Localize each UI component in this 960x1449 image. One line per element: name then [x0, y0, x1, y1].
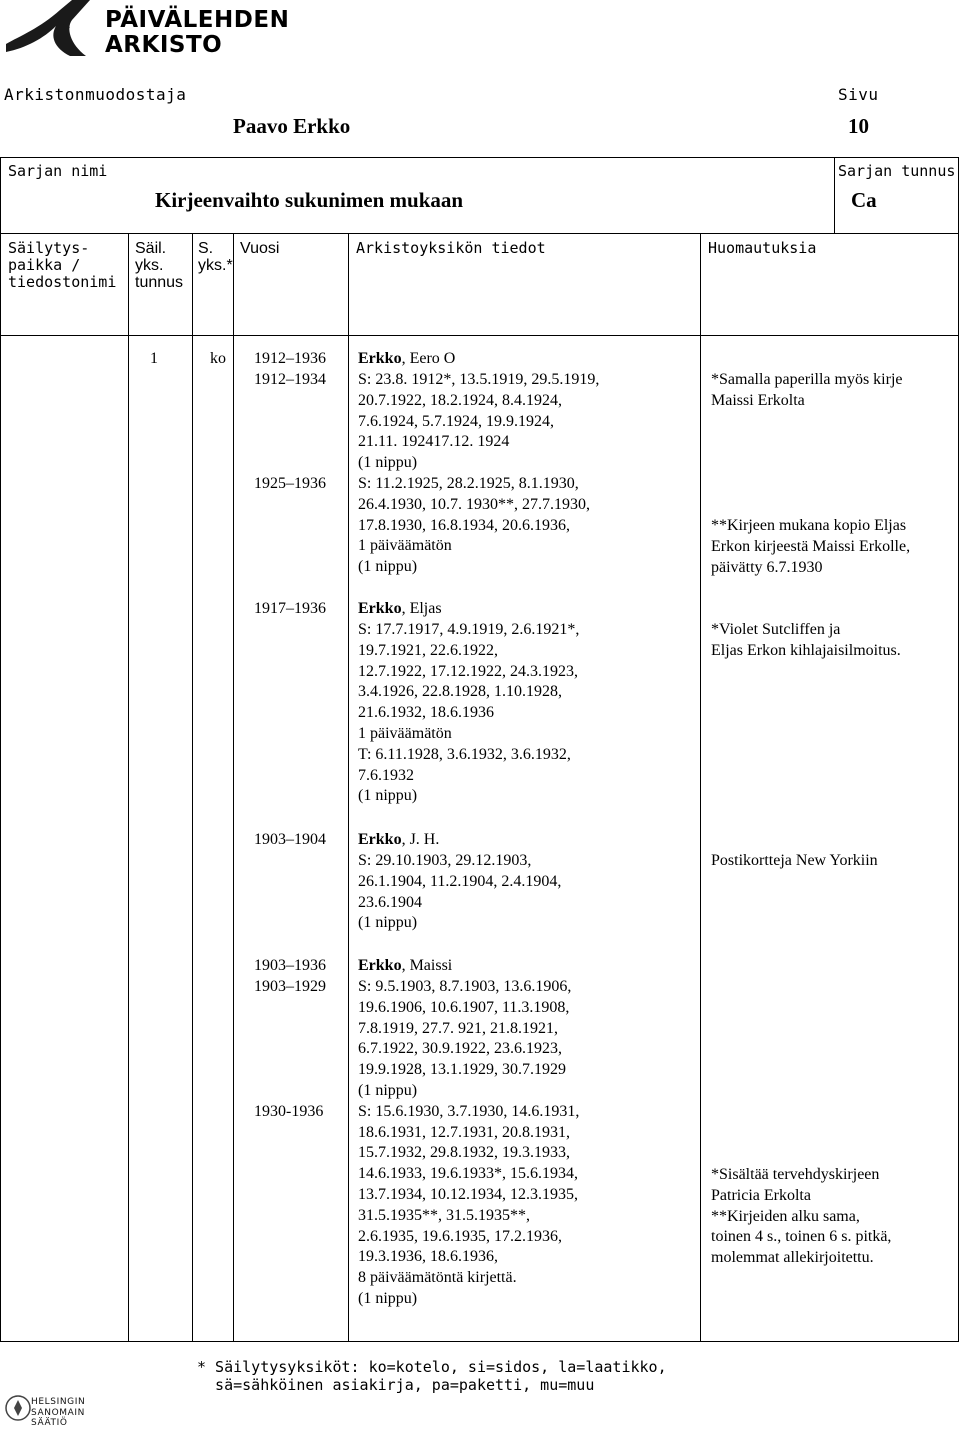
- unit-type: ko: [210, 350, 226, 367]
- entry-unit: [358, 956, 452, 977]
- unit-number: 1: [150, 350, 158, 367]
- entry-dates: S: 9.5.1903, 8.7.1903, 13.6.1906, 19.6.1906, 10.6.1907, 11.3.1908, 7.8.1919, 27.7. 921, 21.8.1921, 6.7.1922, 30.9.1922, 23.6.1923, 19.9.1928, 13.1.1929, 30.7.1929 (1 nippu) S: 15.6.1930, 3.7.1930, 14.6.1931, 18.6.1931, 12.7.1931, 20.8.1931, 15.7.1932, 29.8.1932, 19.3.1933, 14.6.1933, 19.6.1933*, 15.6.1934, 13.7.1934, 10.12.1934, 12.3.1935, 31.5.1935**, 31.5.1935**, 2.6.1935, 19.6.1935, 17.2.1936, 19.3.1936, 18.6.1936, 8 päiväämätöntä kirjettä. (1 nippu): [358, 978, 580, 1307]
- entry-surname: Erkko: [358, 831, 402, 848]
- series-top-rule: [0, 157, 959, 158]
- entry-dates: S: 17.7.1917, 4.9.1919, 2.6.1921*, 19.7.1921, 22.6.1922, 12.7.1922, 17.12.1922, 24.3.1923, 3.4.1926, 22.8.1928, 1.10.1928, 21.6.1932, 18.6.1936 1 päiväämätön T: 6.11.1928, 3.6.1932, 3.6.1932, 7.6.1932 (1 nippu): [358, 621, 580, 805]
- column-header-notes: Huomautuksia: [708, 239, 817, 257]
- series-name: Kirjeenvaihto sukunimen mukaan: [155, 188, 464, 212]
- frame-bottom-rule: [0, 1341, 959, 1342]
- entry-years: 1903–1904: [254, 831, 326, 848]
- entry-dates: S: 29.10.1903, 29.12.1903, 26.1.1904, 11.2.1904, 2.4.1904, 23.6.1904 (1 nippu): [358, 852, 562, 932]
- archive-logo-text: [105, 8, 289, 58]
- entry-surname: Erkko: [358, 350, 402, 367]
- entry-surname: Erkko: [358, 957, 402, 974]
- entry-dates: S: 23.8. 1912*, 13.5.1919, 29.5.1919, 20.7.1922, 18.2.1924, 8.4.1924, 7.6.1924, 5.7.1924, 19.9.1924, 21.11. 192417.12. 1924 (1 nippu) S: 11.2.1925, 28.2.1925, 8.1.1930, 26.4.1930, 10.7. 1930**, 27.7.1930, 17.8.1930, 16.8.1934, 20.6.1936, 1 päiväämätön (1 nippu): [358, 371, 600, 576]
- entry-note: *Samalla paperilla myös kirje Maissi Erkolta: [711, 371, 903, 409]
- logo-line-2: ARKISTO: [105, 32, 223, 58]
- series-code: Ca: [851, 188, 877, 212]
- entry-unit: [358, 599, 442, 620]
- entry-note: Postikortteja New Yorkiin: [711, 852, 878, 869]
- series-code-divider: [834, 157, 835, 233]
- entry-years: 1912–1936 1912–1934 1925–1936: [254, 350, 326, 492]
- series-code-label: Sarjan tunnus: [838, 162, 956, 180]
- logo-line-1: PÄIVÄLEHDEN: [105, 7, 290, 33]
- page-number: 10: [848, 114, 869, 138]
- column-header-top-rule: [0, 233, 959, 234]
- column-header-location: Säilytys- paikka / tiedostonimi: [8, 239, 117, 291]
- entry-given-name: , Eljas: [401, 600, 442, 617]
- column-header-year: Vuosi: [240, 240, 280, 257]
- column-header-bottom-rule: [0, 335, 959, 336]
- column-divider-4: [348, 233, 349, 1342]
- column-divider-1: [128, 233, 129, 1342]
- foundation-logo-line-1: HELSINGIN: [31, 1397, 86, 1407]
- foundation-logo-line-2: SANOMAIN: [31, 1407, 85, 1418]
- foundation-logo-text: [31, 1397, 85, 1429]
- page-label: Sivu: [838, 85, 879, 104]
- entry-note: *Sisältää tervehdyskirjeen Patricia Erkolta **Kirjeiden alku sama, toinen 4 s., toinen 6 s. pitkä, molemmat allekirjoitettu.: [711, 1166, 892, 1267]
- footer-legend: * Säilytysyksiköt: ko=kotelo, si=sidos, la=laatikko, sä=sähköinen asiakirja, pa=paketti, mu=muu: [197, 1358, 667, 1394]
- entry-years: 1903–1936 1903–1929 1930-1936: [254, 957, 326, 1120]
- entry-unit: [358, 830, 439, 851]
- creator-name: Paavo Erkko: [233, 114, 351, 138]
- entry-given-name: , Maissi: [401, 957, 453, 974]
- entry-given-name: , Eero O: [401, 350, 456, 367]
- entry-surname: Erkko: [358, 600, 402, 617]
- foundation-logo-line-3: SÄÄTIÖ: [31, 1418, 68, 1428]
- column-divider-3: [233, 233, 234, 1342]
- entry-given-name: , J. H.: [401, 831, 440, 848]
- series-name-label: Sarjan nimi: [8, 162, 108, 180]
- creator-label: Arkistonmuodostaja: [4, 85, 187, 104]
- column-header-unit-info: Arkistoyksikön tiedot: [356, 239, 546, 257]
- entry-note: *Violet Sutcliffen ja Eljas Erkon kihlajaisilmoitus.: [711, 621, 901, 659]
- entry-unit: [358, 349, 455, 370]
- entry-years: 1917–1936: [254, 600, 326, 617]
- column-header-unit-type: S. yks.*: [198, 240, 233, 274]
- column-divider-2: [192, 233, 193, 1342]
- column-header-unit-id: Säil. yks. tunnus: [135, 240, 184, 291]
- column-divider-5: [700, 233, 701, 1342]
- entry-note: **Kirjeen mukana kopio Eljas Erkon kirjeestä Maissi Erkolle, päivätty 6.7.1930: [711, 517, 911, 576]
